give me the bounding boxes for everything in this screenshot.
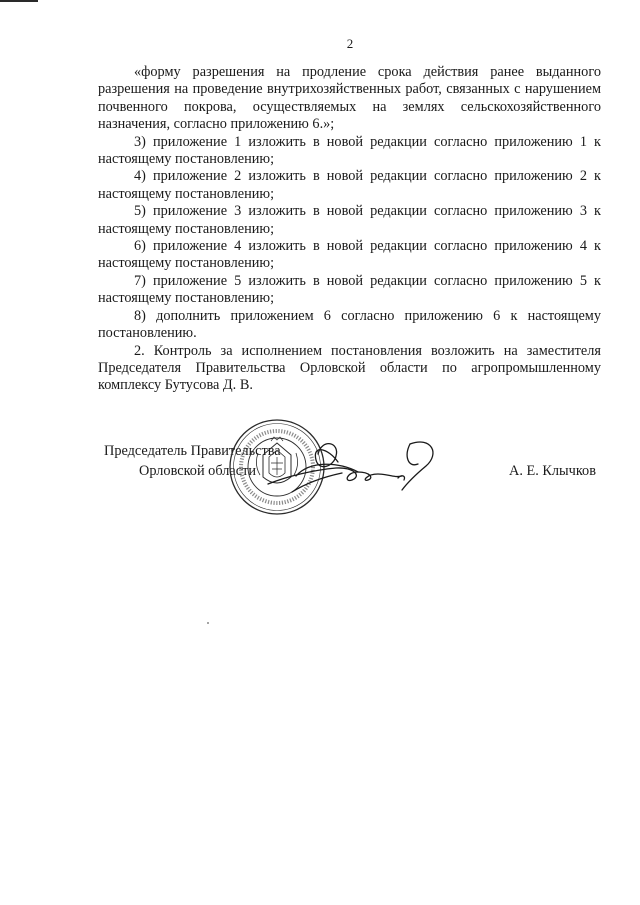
scan-speck (207, 622, 209, 624)
body-paragraph: 4) приложение 2 изложить в новой редакции согласно приложению 2 к настоящему постановлению; (98, 168, 601, 202)
signature-block (0, 440, 640, 530)
body-paragraph: 2. Контроль за исполнением постановления возложить на заместителя Председателя Правительства Орловской области по агропромышленному комплексу Бутусова Д. В. (98, 342, 601, 394)
body-paragraph: 7) приложение 5 изложить в новой редакции согласно приложению 5 к настоящему постановлению; (98, 272, 601, 307)
body-paragraph: 5) приложение 3 изложить в новой редакции согласно приложению 3 к настоящему постановлению; (98, 203, 601, 237)
body-paragraph: 3) приложение 1 изложить в новой редакции согласно приложению 1 к настоящему постановлению; (98, 133, 601, 168)
scan-corner-mark (0, 0, 38, 2)
document-body (98, 64, 601, 395)
body-paragraph: «форму разрешения на продление срока действия ранее выданного разрешения на проведение внутрихозяйственных работ, связанных с нарушением почвенного покрова, осуществляемых на землях сельскохозяйственного назначения, согласно приложению 6.»; (98, 64, 601, 133)
page-number: 2 (346, 36, 354, 51)
body-paragraph: 6) приложение 4 изложить в новой редакции согласно приложению 4 к настоящему постановлению; (98, 238, 601, 272)
handwritten-signature-icon (262, 432, 442, 512)
signatory-title-line-1: Председатель Правительства (104, 443, 281, 459)
body-paragraph: 8) дополнить приложением 6 согласно приложению 6 к настоящему постановлению. (98, 307, 601, 342)
signatory-title-line-2: Орловской области (139, 463, 256, 479)
signatory-name: А. Е. Клычков (509, 463, 596, 479)
